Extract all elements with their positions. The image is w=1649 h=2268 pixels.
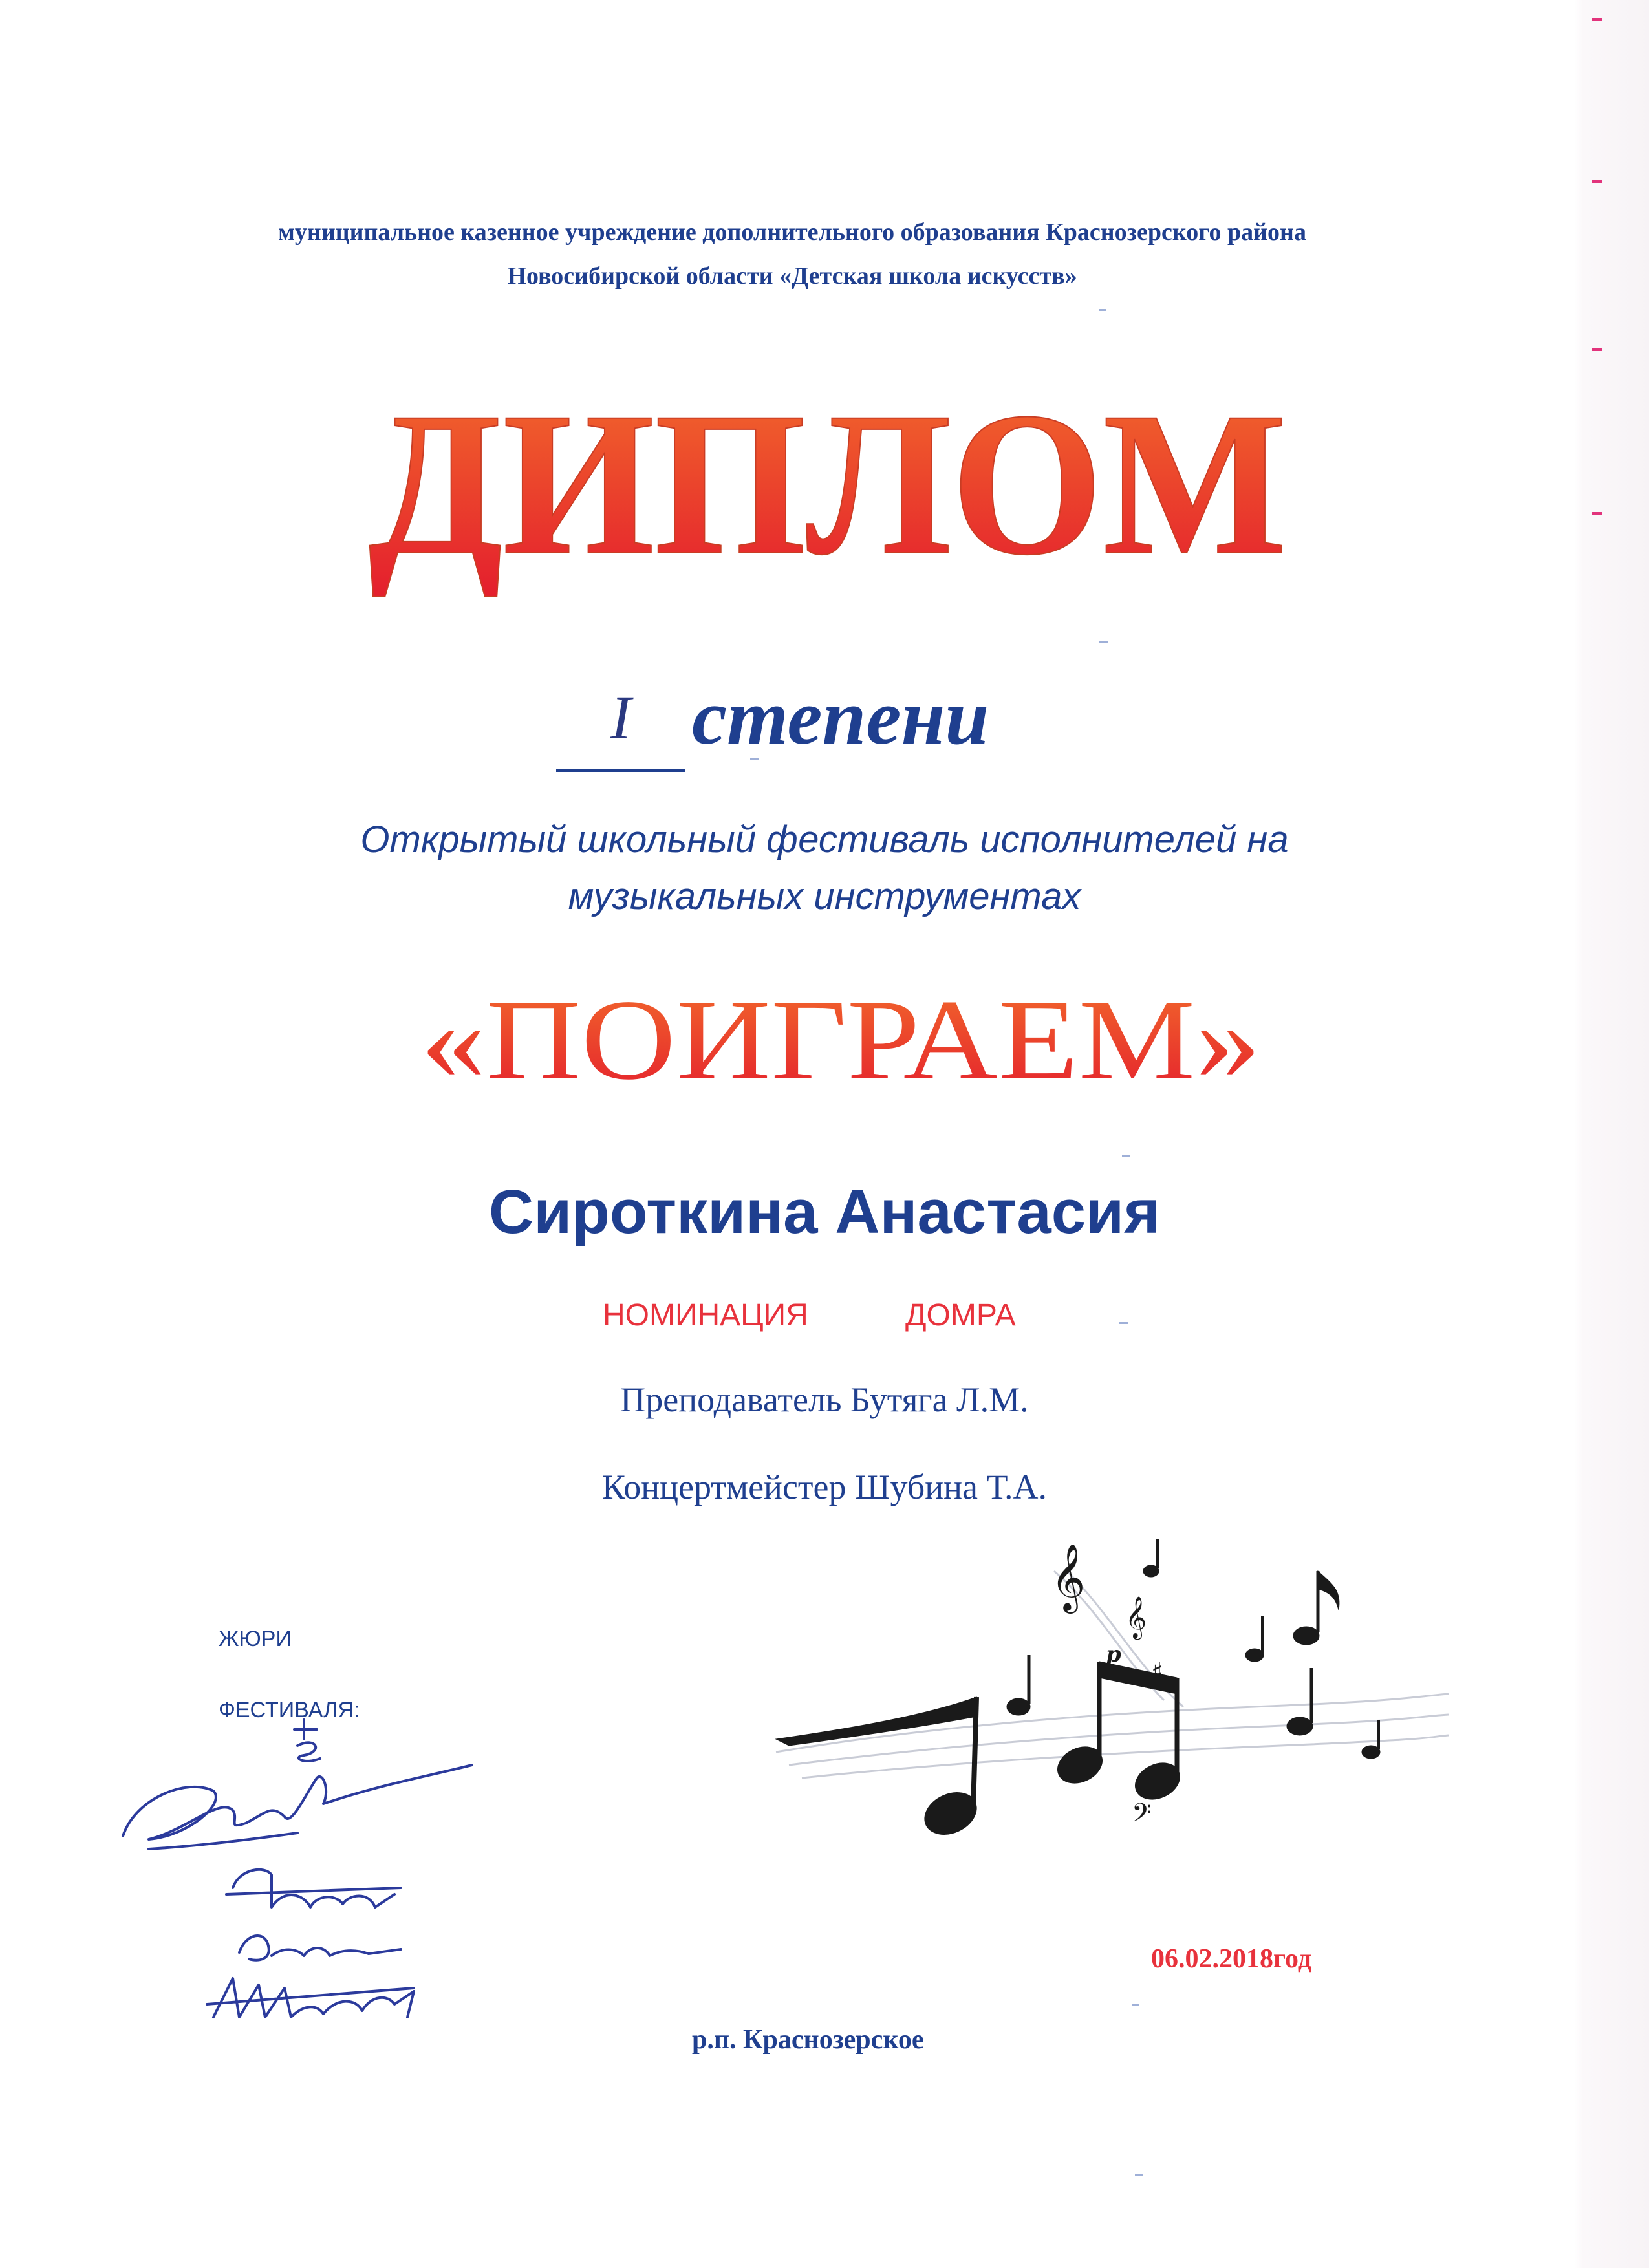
edge-mark bbox=[1592, 180, 1602, 183]
diploma-title bbox=[349, 394, 1306, 614]
festival-line-2: музыкальных инструментах bbox=[568, 875, 1081, 917]
treble-clef-icon: 𝄞 bbox=[1051, 1543, 1086, 1611]
edge-mark bbox=[1592, 348, 1602, 351]
scan-speck bbox=[1135, 2174, 1143, 2176]
sharp-icon: ♯ bbox=[1151, 1658, 1164, 1687]
institution-line-2: Новосибирской области «Детская школа искусств» bbox=[507, 262, 1077, 290]
nomination-value: ДОМРА bbox=[905, 1298, 1016, 1332]
degree-word: степени bbox=[692, 674, 989, 761]
degree-line bbox=[556, 672, 1138, 782]
bass-clef-icon: 𝄢 bbox=[1132, 1798, 1152, 1834]
festival-line-1: Открытый школьный фестиваль исполнителей на bbox=[360, 818, 1289, 861]
scan-speck bbox=[1099, 309, 1106, 311]
festival-name bbox=[414, 976, 1267, 1112]
jury-signatures bbox=[110, 1700, 498, 2037]
diploma-title-text: ДИПЛОМ bbox=[369, 394, 1287, 597]
student-name: Сироткина Анастасия bbox=[488, 1177, 1161, 1246]
jury-line-2: ФЕСТИВАЛЯ: bbox=[219, 1698, 360, 1722]
festival-description bbox=[226, 811, 1423, 925]
edge-mark bbox=[1592, 512, 1602, 515]
scan-speck bbox=[1122, 1155, 1130, 1157]
music-notes-decoration bbox=[763, 1532, 1461, 1868]
issue-place: р.п. Краснозерское bbox=[692, 2025, 924, 2055]
scan-speck bbox=[1099, 641, 1108, 643]
degree-number: I bbox=[556, 672, 685, 772]
nomination-label: НОМИНАЦИЯ bbox=[603, 1298, 808, 1332]
teacher-name: Преподаватель Бутяга Л.М. bbox=[620, 1380, 1029, 1419]
treble-clef-icon: 𝄞 bbox=[1125, 1596, 1147, 1638]
scan-speck bbox=[1132, 2004, 1139, 2006]
dynamic-p-icon: p bbox=[1106, 1642, 1121, 1667]
nomination bbox=[453, 1290, 1196, 1342]
jury-line-1: ЖЮРИ bbox=[219, 1627, 292, 1651]
institution-line-1: муниципальное казенное учреждение дополнительного образования Краснозерского района bbox=[278, 219, 1306, 246]
institution-header bbox=[194, 210, 1390, 298]
issue-date: 06.02.2018год bbox=[1151, 1944, 1312, 1974]
festival-name-text: «ПОИГРАЕМ» bbox=[420, 976, 1261, 1104]
accompanist-name: Концертмейстер Шубина Т.А. bbox=[601, 1468, 1048, 1506]
edge-mark bbox=[1592, 18, 1602, 21]
